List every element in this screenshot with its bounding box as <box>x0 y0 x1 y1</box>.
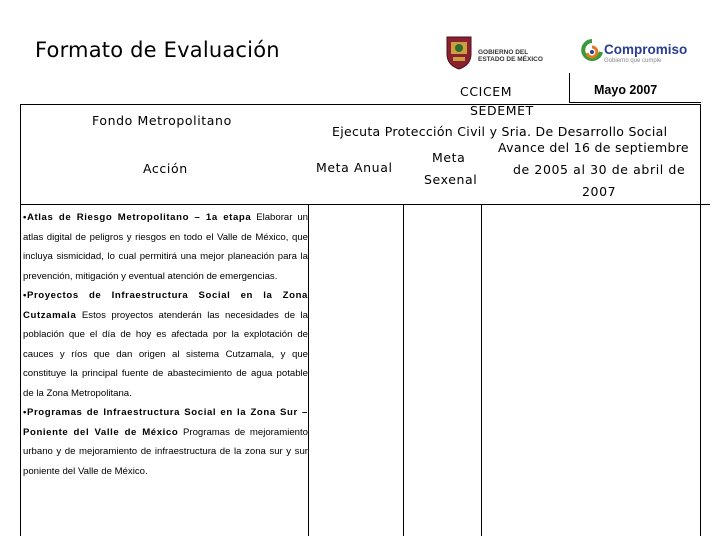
government-logo-text: GOBIERNO DEL ESTADO DE MÉXICO <box>478 49 543 63</box>
column-header-avance-line3: 2007 <box>582 184 617 199</box>
action-item-cutzamala <box>23 286 308 403</box>
compromiso-logo <box>580 38 688 68</box>
column-header-avance-line1: Avance del 16 de septiembre <box>498 140 689 155</box>
sedemet-label: SEDEMET <box>470 103 534 118</box>
actions-cell <box>23 208 308 481</box>
column-header-meta-sexenal-line1: Meta <box>432 150 466 165</box>
column-header-meta-anual: Meta Anual <box>316 160 393 175</box>
action-heading: •Proyectos de Infraestructura Social en la Zona Cutzamala <box>23 290 308 321</box>
action-item-atlas <box>23 208 308 286</box>
action-text: Programas de mejoramiento urbano y de mejoramiento de infraestructura de la zona sur y sur poniente del Valle de México. <box>23 426 308 477</box>
column-header-meta-sexenal-line2: Sexenal <box>424 172 478 187</box>
action-item-sur-poniente <box>23 403 308 481</box>
action-heading: •Atlas de Riesgo Metropolitano – 1a etapa <box>23 212 252 223</box>
state-shield-icon <box>444 34 474 70</box>
date-label: Mayo 2007 <box>594 83 658 97</box>
ccicem-label: CCICEM <box>460 84 513 99</box>
fund-label: Fondo Metropolitano <box>92 113 232 128</box>
action-text: Elaborar un atlas digital de peligros y riesgos en todo el Valle de México, que incluya sismicidad, lo cual permitirá una mejor planeación para la prevención, mitigación y eventual atención de emergencias. <box>23 212 308 282</box>
compromiso-logo-tagline: Gobierno que cumple <box>604 58 662 64</box>
action-text: Estos proyectos atenderán las necesidades de la población que el día de hoy es afectada por la explotación de cauces y ríos que dan origen al sistema Cutzamala, y que constituye la principal fuente de abastecimiento de agua potable de la Zona Metropolitana. <box>23 309 309 399</box>
column-header-avance-line2: de 2005 al 30 de abril de <box>513 162 686 177</box>
page-title: Formato de Evaluación <box>35 38 280 62</box>
compromiso-swirl-icon <box>580 38 604 66</box>
government-logo <box>444 34 564 74</box>
compromiso-logo-name: Compromiso <box>604 42 688 57</box>
executors-label: Ejecuta Protección Civil y Sria. De Desarrollo Social <box>332 124 668 139</box>
column-header-accion: Acción <box>143 161 188 176</box>
action-heading: •Programas de Infraestructura Social en la Zona Sur – Poniente del Valle de México <box>23 407 308 438</box>
